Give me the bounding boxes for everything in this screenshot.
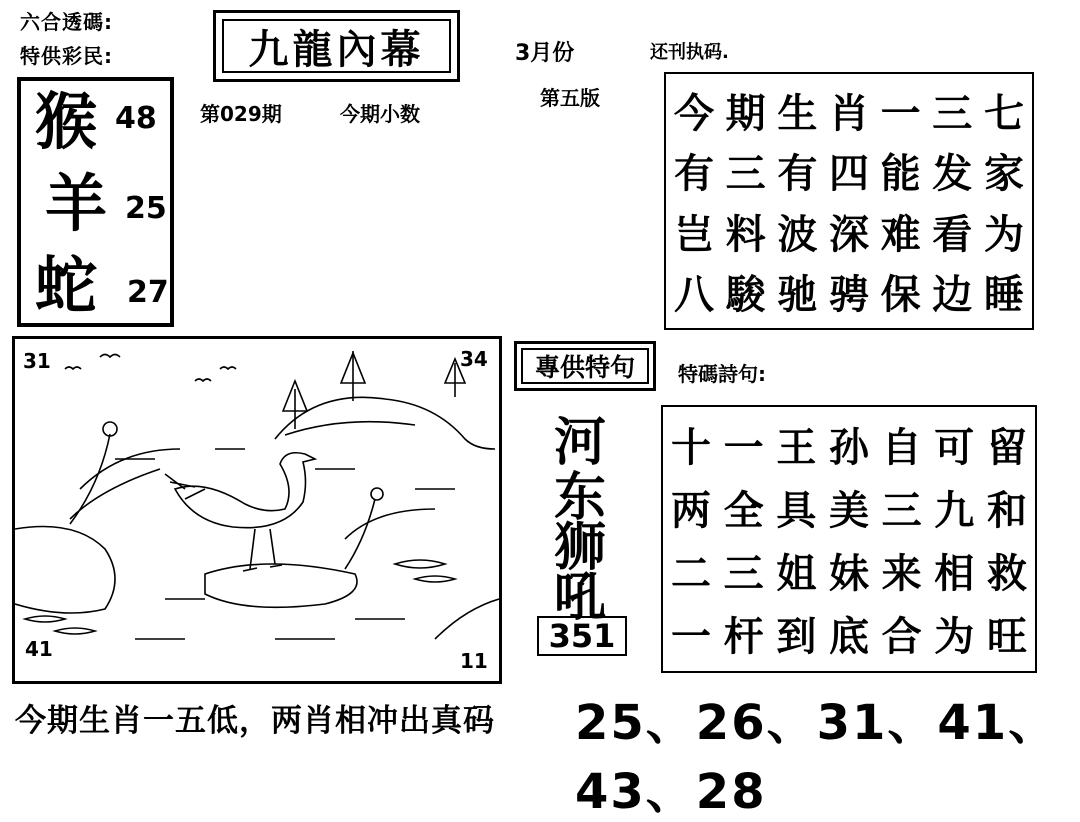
issue-number: 第029期	[200, 102, 282, 126]
header-line-2: 特供彩民:	[20, 44, 113, 68]
picture-number-bottom-left: 41	[25, 637, 53, 661]
poem-char: 有	[777, 150, 818, 198]
zodiac-char: 猴	[35, 85, 98, 158]
poem-char: 姐	[776, 550, 817, 597]
poem-line	[671, 602, 1027, 665]
poem-char: 今	[674, 89, 714, 137]
zodiac-char: 蛇	[35, 249, 98, 322]
header-line-1: 六合透碼:	[20, 10, 113, 34]
illustration-frame	[12, 336, 502, 684]
poem-char: 十	[671, 424, 711, 471]
poem-char: 三	[725, 150, 766, 198]
poem-char: 生	[777, 89, 818, 137]
poem-char: 駿	[725, 271, 766, 319]
poem-char: 一	[880, 89, 921, 137]
footer-text: 今期生肖一五低，两肖相冲出真码	[15, 703, 495, 739]
poem-char: 留	[986, 424, 1027, 471]
zodiac-row	[21, 169, 170, 239]
poem-char: 三	[881, 487, 922, 534]
poem-char: 二	[671, 550, 711, 597]
poem-char: 一	[723, 424, 764, 471]
phrase-number: 351	[537, 616, 627, 656]
header-note: 还刊执码.	[650, 42, 729, 63]
poem-char: 王	[776, 424, 817, 471]
poem-char: 九	[934, 487, 975, 534]
poem-char: 肖	[828, 89, 869, 137]
edition-label: 第五版	[540, 86, 600, 110]
zodiac-char: 羊	[45, 167, 108, 240]
poem-char: 孙	[828, 424, 869, 471]
poem-char: 为	[983, 210, 1024, 258]
poem-char: 旺	[986, 613, 1027, 660]
poem-char: 驰	[777, 271, 818, 319]
poem-char: 看	[932, 210, 973, 258]
poem-char: 救	[986, 550, 1027, 597]
poem-char: 边	[932, 271, 973, 319]
poem-char: 相	[934, 550, 975, 597]
poem-char: 妹	[828, 550, 869, 597]
poem-line	[674, 80, 1024, 141]
footer-numbers: 25、26、31、41、43、28	[575, 695, 1059, 820]
page-title: 九龍內幕	[222, 19, 451, 73]
special-phrase-frame	[514, 341, 656, 391]
month-label: 3月份	[515, 41, 575, 66]
poem-line	[674, 262, 1024, 323]
title-frame	[213, 10, 460, 82]
poem-char: 波	[777, 210, 818, 258]
poem-char: 睡	[983, 271, 1024, 319]
poem-label: 特碼詩句:	[678, 362, 766, 386]
poem-char: 合	[881, 613, 922, 660]
poem-char: 骋	[828, 271, 869, 319]
poem-char: 四	[828, 150, 869, 198]
poem-char: 料	[725, 210, 766, 258]
zodiac-row	[21, 251, 170, 321]
poem-char: 期	[725, 89, 766, 137]
poem-char: 美	[828, 487, 869, 534]
phrase-char: 吼	[553, 567, 606, 628]
phrase-char: 东	[553, 467, 606, 528]
poem-char: 有	[674, 150, 714, 198]
poem-line	[674, 141, 1024, 202]
zodiac-num: 48	[115, 101, 157, 136]
poem-char: 深	[828, 210, 869, 258]
poem-char: 到	[776, 613, 817, 660]
poem-char: 能	[880, 150, 921, 198]
poem-char: 三	[723, 550, 764, 597]
phrase-char: 狮	[553, 517, 606, 578]
poem-char: 家	[983, 150, 1024, 198]
poem-char: 三	[932, 89, 973, 137]
poem-char: 发	[932, 150, 973, 198]
poem-char: 底	[828, 613, 869, 660]
poem-char: 杆	[723, 613, 764, 660]
poem-line	[674, 201, 1024, 262]
poem-char: 保	[880, 271, 921, 319]
poem-char: 具	[776, 487, 817, 534]
duck-pond-illustration	[15, 339, 499, 681]
poem-char: 全	[723, 487, 764, 534]
bottom-poem-box	[661, 405, 1037, 673]
small-numbers-label: 今期小数	[340, 102, 420, 126]
poem-line	[671, 476, 1027, 539]
zodiac-box	[17, 77, 174, 327]
poem-char: 可	[934, 424, 975, 471]
phrase-char: 河	[553, 412, 606, 473]
zodiac-num: 27	[127, 275, 169, 310]
poem-char: 为	[934, 613, 975, 660]
poem-char: 两	[671, 487, 711, 534]
poem-char: 和	[986, 487, 1027, 534]
picture-number-top-left: 31	[23, 349, 51, 373]
poem-char: 来	[881, 550, 922, 597]
poem-char: 难	[880, 210, 921, 258]
poem-line	[671, 413, 1027, 476]
special-phrase-label: 專供特句	[521, 348, 649, 384]
poem-char: 岂	[674, 210, 714, 258]
poem-line	[671, 539, 1027, 602]
poem-char: 自	[881, 424, 922, 471]
poem-char: 七	[983, 89, 1024, 137]
poem-char: 八	[674, 271, 714, 319]
zodiac-num: 25	[125, 191, 167, 226]
picture-number-bottom-right: 11	[460, 649, 488, 673]
poem-char: 一	[671, 613, 711, 660]
top-poem-box	[664, 72, 1034, 330]
picture-number-top-right: 34	[460, 347, 488, 371]
zodiac-row	[21, 87, 170, 157]
